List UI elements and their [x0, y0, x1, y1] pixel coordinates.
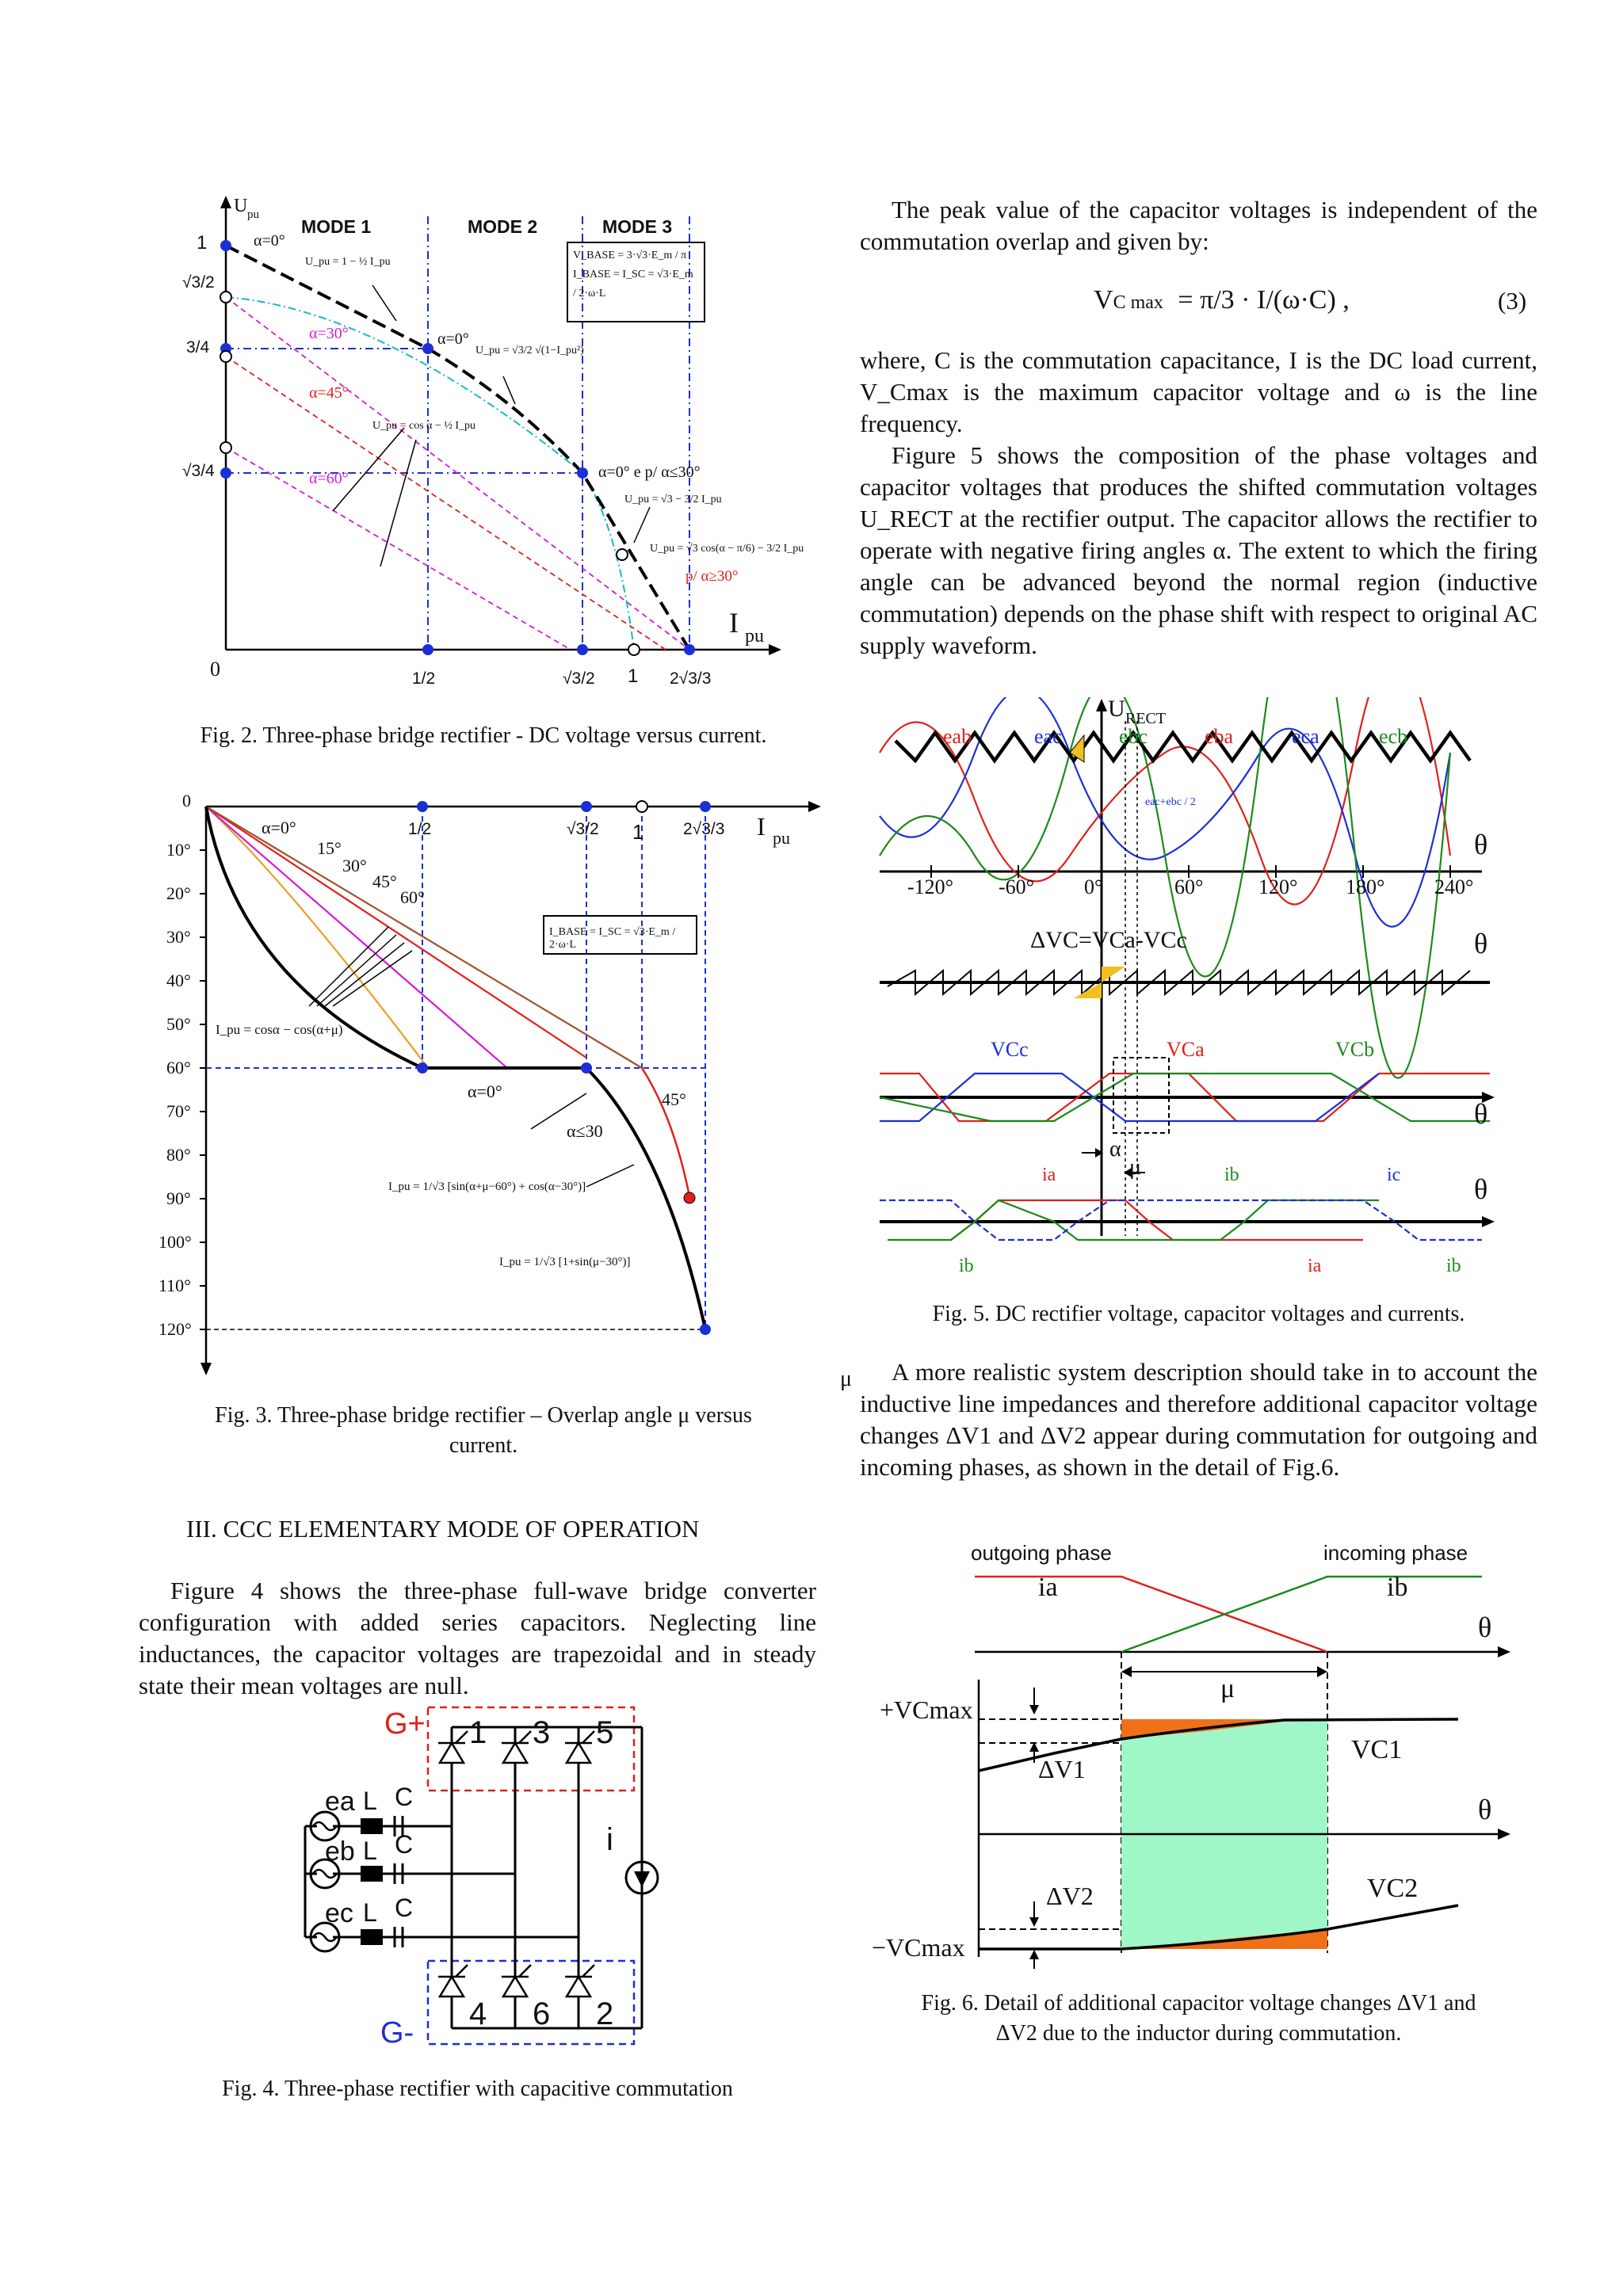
fig2-mode3: MODE 3 — [602, 216, 673, 237]
fig3-base-box: I_BASE = I_SC = √3·E_m / 2·ω·L — [543, 915, 697, 955]
right-para-2: where, C is the commutation capacitance, I is the DC load current, V_Cmax is the maximum capacitor voltage and ω is the line frequency. Figure 5 shows the composition of the phase voltages and capacitor voltages that produces the shifted commutation voltages U_RECT at the rectifier output. The capacitor allows the rectifier to operate with negative firing angles α. The extent to which the firing angle can be advanced beyond the normal region (inductive commutation) depends on the phase shift with respect to original AC supply waveform. — [860, 346, 1537, 659]
fig2-mode1: MODE 1 — [301, 216, 372, 237]
fig6-caption: Fig. 6. Detail of additional capacitor voltage changes ΔV1 and ΔV2 due to the inductor during commutation. — [921, 1991, 1476, 2046]
fig5-caption: Fig. 5. DC rectifier voltage, capacitor voltages and currents. — [932, 1302, 1465, 1326]
urect-label: U — [1108, 696, 1125, 722]
fig2-base-box: V_BASE = 3·√3·E_m / π I_BASE = I_SC = √3·E_m / 2·ω·L — [567, 242, 705, 322]
fig4: G+ G- 1 3 5 4 6 2 ea eb ec L L L C C C i — [293, 1703, 666, 2068]
fig6-detail — [872, 1541, 1529, 1973]
equation-3: VC max = π/3 · I/(ω·C) , — [1094, 285, 1350, 315]
fig3-y-axis-label: μ — [840, 1367, 853, 1391]
fig3: I pu μ 0 10° 20° 30° 40° 50° 60° 70° 80° 90° 100° 110° 120° 1/2 √3/2 1 2√3/3 α=0° 15° 30° 45° 60° I_BASE = I_SC = √3·E_m / 2·ω·L I_pu = cosα − cos(α+μ) α=0° 45° α≤30 I_pu = 1/√3 [sin(α+μ−60°) + cos(α−30°)] I_pu = 1/√3 [1+sin(μ−30°)] — [158, 784, 840, 1386]
fig2-origin: 0 — [210, 658, 220, 681]
fig6: outgoing phase incoming phase ia ib θ μ +VCmax ΔV1 VC1 θ ΔV2 VC2 −VCmax — [872, 1541, 1529, 1973]
fig5: U RECT eab eac ebc eba eca ecb eac+ebc / 2 θ -120° -60° 0° 60° 120° 180° 240° ΔVC=VCa-VCc θ VCc VCa VCb θ α μ ia ib ic θ ib ia ib — [872, 697, 1529, 1283]
right-para-4: A more realistic system description should take in to account the inductive line impedances and therefore additional capacitor voltage changes ΔV1 and ΔV2 appear during commutation for outgoing and incoming phases, as shown in the detail of Fig.6. — [860, 1358, 1537, 1481]
equation-3-number: (3) — [1498, 287, 1527, 315]
fig2-x-axis-label: I — [729, 607, 739, 639]
section3-paragraph: Figure 4 shows the three-phase full-wave bridge converter configuration with added series capacitors. Neglecting line inductances, the capacitor voltages are trapezoidal and in steady state their mean voltages are null. — [139, 1577, 816, 1699]
fig5-waveforms — [872, 697, 1529, 1283]
fig2-y-axis-label: U — [234, 196, 248, 216]
fig2-mode2: MODE 2 — [468, 216, 538, 237]
fig2: U pu I pu 0 MODE 1 MODE 2 MODE 3 1 √3/2 3/4 √3/4 1/2 √3/2 1 2√3/3 α=0° α=30° α=45° α=60° α=0° α=0° e p/ α≤30° p/ α≥30° V_BASE = 3·√3·E_m / π I_BASE = I_SC = √3·E_m / 2·ω·L U_pu = 1 − ½ I_pu U_pu = √3/2 √(1−I_pu²) U_pu = cos α − ½ I_pu U_pu = √3 − 3/2 I_pu U_pu = √3 cos(α − π/6) − 3/2 I_pu — [143, 194, 824, 717]
g-minus-label: G- — [380, 2016, 414, 2050]
fig3-x-axis-label: I — [757, 812, 766, 841]
fig4-caption: Fig. 4. Three-phase rectifier with capacitive commutation — [222, 2077, 733, 2101]
fig2-chart — [143, 194, 824, 717]
section-title: III. CCC ELEMENTARY MODE OF OPERATION — [186, 1515, 700, 1543]
right-para-1: The peak value of the capacitor voltages is independent of the commutation overlap and given by: — [860, 196, 1537, 255]
fig3-caption: Fig. 3. Three-phase bridge rectifier – Overlap angle μ versus current. — [215, 1403, 752, 1458]
fig2-caption: Fig. 2. Three-phase bridge rectifier - DC voltage versus current. — [200, 723, 767, 748]
g-plus-label: G+ — [384, 1707, 426, 1741]
